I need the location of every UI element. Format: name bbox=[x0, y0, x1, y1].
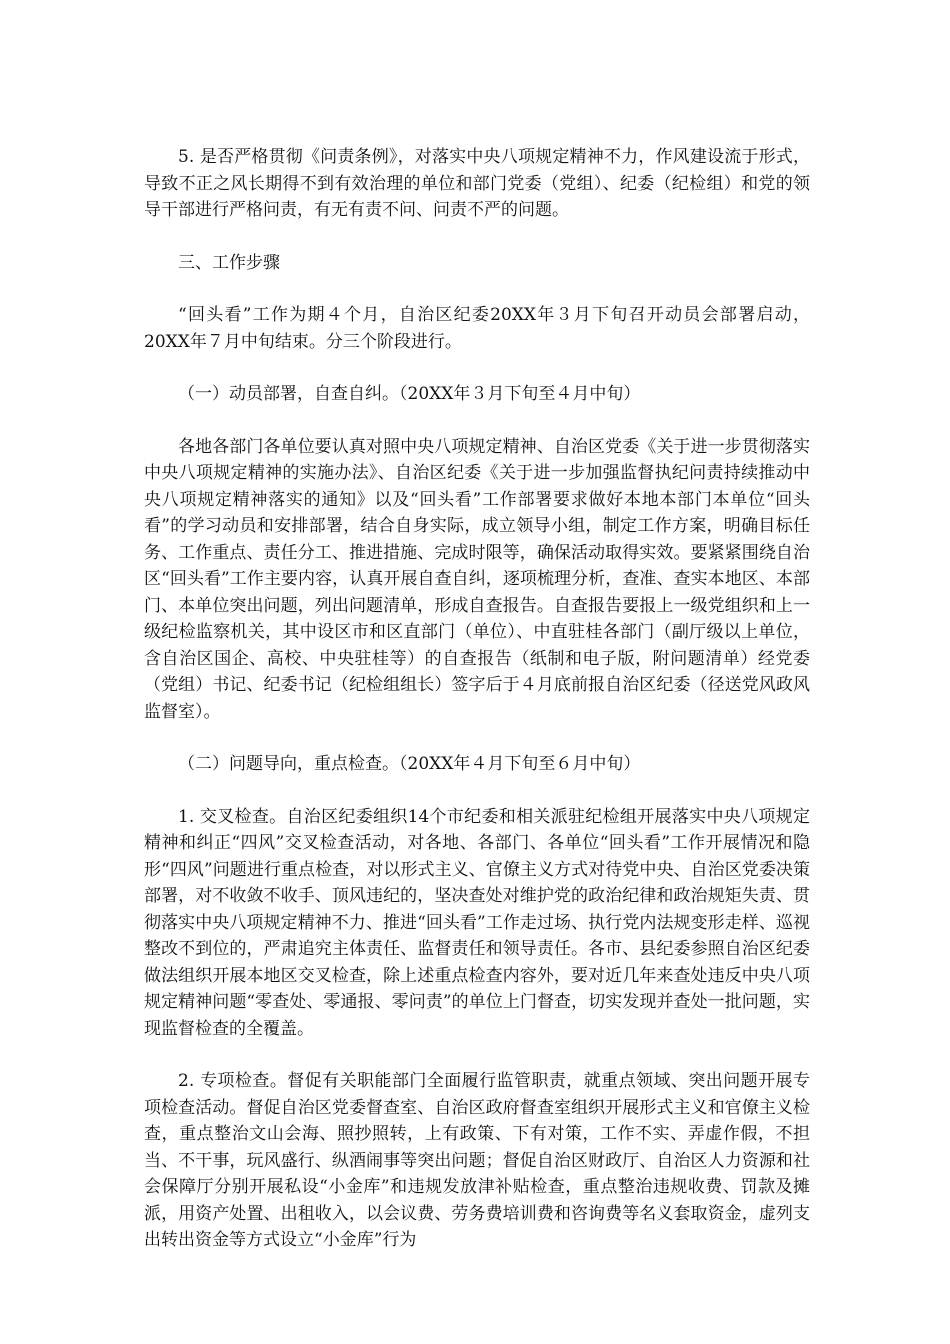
subheading-stage-one: （一）动员部署，自查自纠。（20XX年３月下旬至４月中旬） bbox=[178, 384, 641, 404]
document-body bbox=[144, 144, 810, 1280]
paragraph-special-inspection: 2. 专项检查。督促有关职能部门全面履行监管职责，就重点领域、突出问题开展专项检查活动。督促自治区党委督查室、自治区政府督查室组织开展形式主义和官僚主义检查，重点整治文山会海、照抄照转，上有政策、下有对策，工作不实、弄虚作假，不担当、不干事，玩风盛行、纵酒闹事等突出问题；督促自治区财政厅、自治区人力资源和社会保障厅分别开展私设“小金库”和违规发放津补贴检查，重点整治违规收费、罚款及摊派，用资产处置、出租收入，以会议费、劳务费培训费和咨询费等名义套取资金，虚列支出转出资金等方式设立“小金库”行为 bbox=[144, 1071, 810, 1250]
paragraph-item-5: 5. 是否严格贯彻《问责条例》，对落实中央八项规定精神不力，作风建设流于形式，导致不正之风长期得不到有效治理的单位和部门党委（党组）、纪委（纪检组）和党的领导干部进行严格问责，有无有责不问、问责不严的问题。 bbox=[144, 147, 810, 220]
paragraph-timeline: “回头看”工作为期４个月，自治区纪委20XX年３月下旬召开动员会部署启动，20XX年７月中旬结束。分三个阶段进行。 bbox=[144, 305, 810, 352]
paragraph-stage-one-detail: 各地各部门各单位要认真对照中央八项规定精神、自治区党委《关于进一步贯彻落实中央八项规定精神的实施办法》、自治区纪委《关于进一步加强监督执纪问责持续推动中央八项规定精神落实的通知》以及“回头看”工作部署要求做好本地本部门本单位“回头看”的学习动员和安排部署，结合自身实际，成立领导小组，制定工作方案，明确目标任务、工作重点、责任分工、推进措施、完成时限等，确保活动取得实效。要紧紧围绕自治区“回头看”工作主要内容，认真开展自查自纠，逐项梳理分析，查准、查实本地区、本部门、本单位突出问题，列出问题清单，形成自查报告。自查报告要报上一级党组织和上一级纪检监察机关，其中设区市和区直部门（单位）、中直驻桂各部门（副厅级以上单位，含自治区国企、高校、中央驻桂等）的自查报告（纸制和电子版，附问题清单）经党委（党组）书记、纪委书记（纪检组组长）签字后于４月底前报自治区纪委（径送党风政风监督室）。 bbox=[144, 436, 810, 722]
paragraph-cross-inspection: 1. 交叉检查。自治区纪委组织14个市纪委和相关派驻纪检组开展落实中央八项规定精神和纠正“四风”交叉检查活动，对各地、各部门、各单位“回头看”工作开展情况和隐形“四风”问题进行重点检查，对以形式主义、官僚主义方式对待党中央、自治区党委决策部署，对不收敛不收手、顶风违纪的，坚决查处对维护党的政治纪律和政治规矩失责、贯彻落实中央八项规定精神不力、推进“回头看”工作走过场、执行党内法规变形走样、巡视整改不到位的，严肃追究主体责任、监督责任和领导责任。各市、县纪委参照自治区纪委做法组织开展本地区交叉检查，除上述重点检查内容外，要对近几年来查处违反中央八项规定精神问题“零查处、零通报、零问责”的单位上门督查，切实发现并查处一批问题，实现监督检查的全覆盖。 bbox=[144, 806, 810, 1039]
subheading-stage-two: （二）问题导向，重点检查。（20XX年４月下旬至６月中旬） bbox=[178, 754, 641, 774]
section-heading-work-steps: 三、工作步骤 bbox=[178, 252, 280, 273]
